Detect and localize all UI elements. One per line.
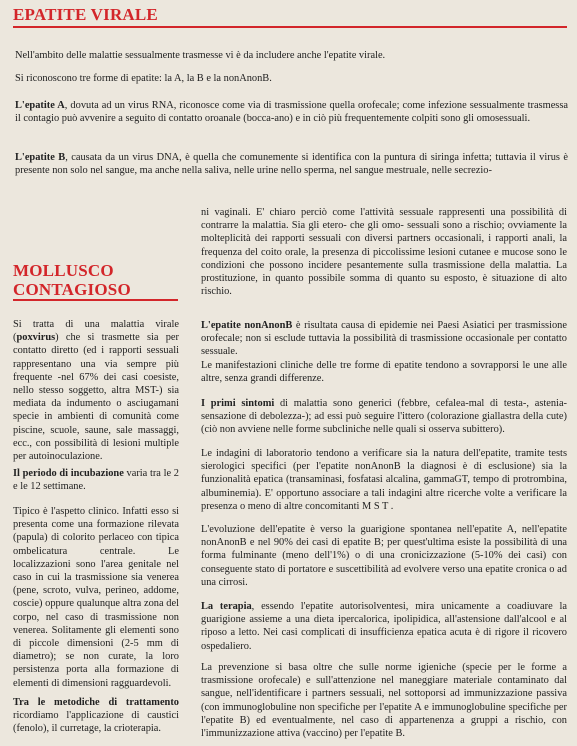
paragraph-evoluzione: L'evoluzione dell'epatite è verso la guarigione spontanea nell'epatite A, nell'epatite nonAnonB e nel 90% dei casi di epatite B; per quest'ultima esiste la possibilità di una forma fulminante (meno dell'1%) o di una cronicizzazione (5-10% dei casi) con conseguente stato di portatore e suscettibilità ad evolvere verso una epatite cronica o ad una cirrosi. <box>201 524 567 588</box>
paragraph-aspetto-clinico: Tipico è l'aspetto clinico. Infatti esso si presenta come una formazione rilevata (papula) di colorito perlaceo con tipica ombelicatura centrale. Le localizzazioni sono l'area genitale nel caso in cui la trasmissione sia venerea (pene, scroto, vulva, perineo, addome, coscie) oppure qualunque altra zona del corpo, nel caso di trasmissione non venerea. Solitamente gli elementi sono di piccole dimensioni (2-5 mm di diametro); se non curate, la loro persistenza porta alla formazione di elementi di dimensioni ragguardevoli. <box>13 506 179 689</box>
paragraph-indagini: Le indagini di laboratorio tendono a verificare sia la natura dell'epatite, tramite tests sierologici specifici (per l'epatite nonAnonB la diagnosi è di esclusione) sia la funzionalità epatica (transaminasi, fosfatasi alcalina, gammaGT, tempo di protrombina, albuminemia). E' opportuno associare a tali indagini altre ricerche volte a verificare la presenza o meno di altre concomitanti M S T . <box>201 448 567 512</box>
title-line-1: MOLLUSCO <box>13 261 114 280</box>
title-underline <box>13 26 567 28</box>
paragraph-mollusco-intro: Si tratta di una malattia virale (poxvirus) che si trasmette sia per contatto diretto (ed i rapporti sessuali rappresentano una via sempre più frequente -nel 67% dei casi coesiste, nello stesso soggetto, altra MST-) sia mediata da indumento o asciugamani specie in ambienti di comunità come piscine, scuole, saune, sale massaggi, ecc., con possibilità di lesioni multiple per autoinoculazione. <box>13 319 179 463</box>
section-title-mollusco-contagioso <box>13 261 131 299</box>
title-underline <box>13 299 178 301</box>
paragraph-forms: Si riconoscono tre forme di epatite: la A, la B e la nonAnonB. <box>15 73 272 84</box>
paragraph-terapia: La terapia, essendo l'epatite autorisolventesi, mira unicamente a coadiuvare la guarigione assieme a una dieta ipercalorica, ipolipidica, all'astensione dall'alcool e al riposo a letto. Nei casi complicati di insufficienza epatica acuta è di rigore il ricovero ospedaliero. <box>201 601 568 652</box>
section-title-epatite-virale: EPATITE VIRALE <box>13 5 158 24</box>
paragraph-incubazione: Il periodo di incubazione varia tra le 2 e le 12 settimane. <box>13 468 179 493</box>
paragraph-intro: Nell'ambito delle malattie sessualmente trasmesse vi è da includere anche l'epatite virale. <box>15 50 386 61</box>
paragraph-epatite-a: L'epatite A, dovuta ad un virus RNA, riconosce come via di trasmissione quella orofecale; come infezione sessualmente trasmessa il contagio può avvenire a seguito di contatto oroanale (bocca-ano) e in ciò più frequentemente colpiti sono gli omosessuali. <box>15 100 568 125</box>
paragraph-continuation: ni vaginali. E' chiaro perciò come l'attività sessuale rappresenti una possibilità di contrarre la malattia. Sia gli etero- che gli omo- sessuali sono a rischio; ovviamente la molteplicità dei rapporti sessuali con diversi partners occasionali, i rapporti anali, la frequenza del coito orale, la presenza di piccolissime lesioni cutanee e mucose sono le condizioni che possono incidere pesantemente sulla trasmissione della malattia. La prostituzione, in quanto possibile somma di quanto su esposto, è situazione di alto rischio. <box>201 207 567 298</box>
paragraph-trattamento: Tra le metodiche di trattamento ricordiamo l'applicazione di caustici (fenolo), il curretage, la crioterapia. <box>13 697 179 735</box>
title-line-2: CONTAGIOSO <box>13 280 131 299</box>
paragraph-prevenzione: La prevenzione si basa oltre che sulle norme igieniche (specie per le forme a trasmissione orofecale) e sull'attenzione nel maneggiare materiale contaminato dal sangue, nell'identificare i partners sessuali, nel sottoporsi ad immunizzazione passiva (con immunoglobuline non specifiche per l'epatite A e immunoglobuline specifiche per l'epatite B) ed eventualmente, nel caso di appartenenza a gruppi a rischio, con l'immunizzazione attiva (vaccino) per l'epatite B. <box>201 662 567 740</box>
paragraph-epatite-b: L'epatite B, causata da un virus DNA, è quella che comunemente si identifica con la puntura di siringa infetta; tuttavia il virus è presente non solo nel sangue, ma anche nella saliva, nelle urine nello sperma, nel sangue mestruale, nelle secrezio- <box>15 152 568 177</box>
paragraph-epatite-nonanonb: L'epatite nonAnonB è risultata causa di epidemie nei Paesi Asiatici per trasmissione orofecale; non si esclude tuttavia la possibilità di trasmissione occasionale per contatto sessuale. <box>201 320 567 358</box>
paragraph-manifestazioni: Le manifestazioni cliniche delle tre forme di epatite tendono a sovrapporsi le une alle altre, senza grandi differenze. <box>201 360 567 385</box>
paragraph-sintomi: I primi sintomi di malattia sono generici (febbre, cefalea-mal di testa-, astenia-sensazione di debolezza-); ad essi può seguire l'ittero (colorazione giallastra della cute) (ciò non avviene nelle forme subcliniche nelle quali si osserva subittero). <box>201 398 568 436</box>
